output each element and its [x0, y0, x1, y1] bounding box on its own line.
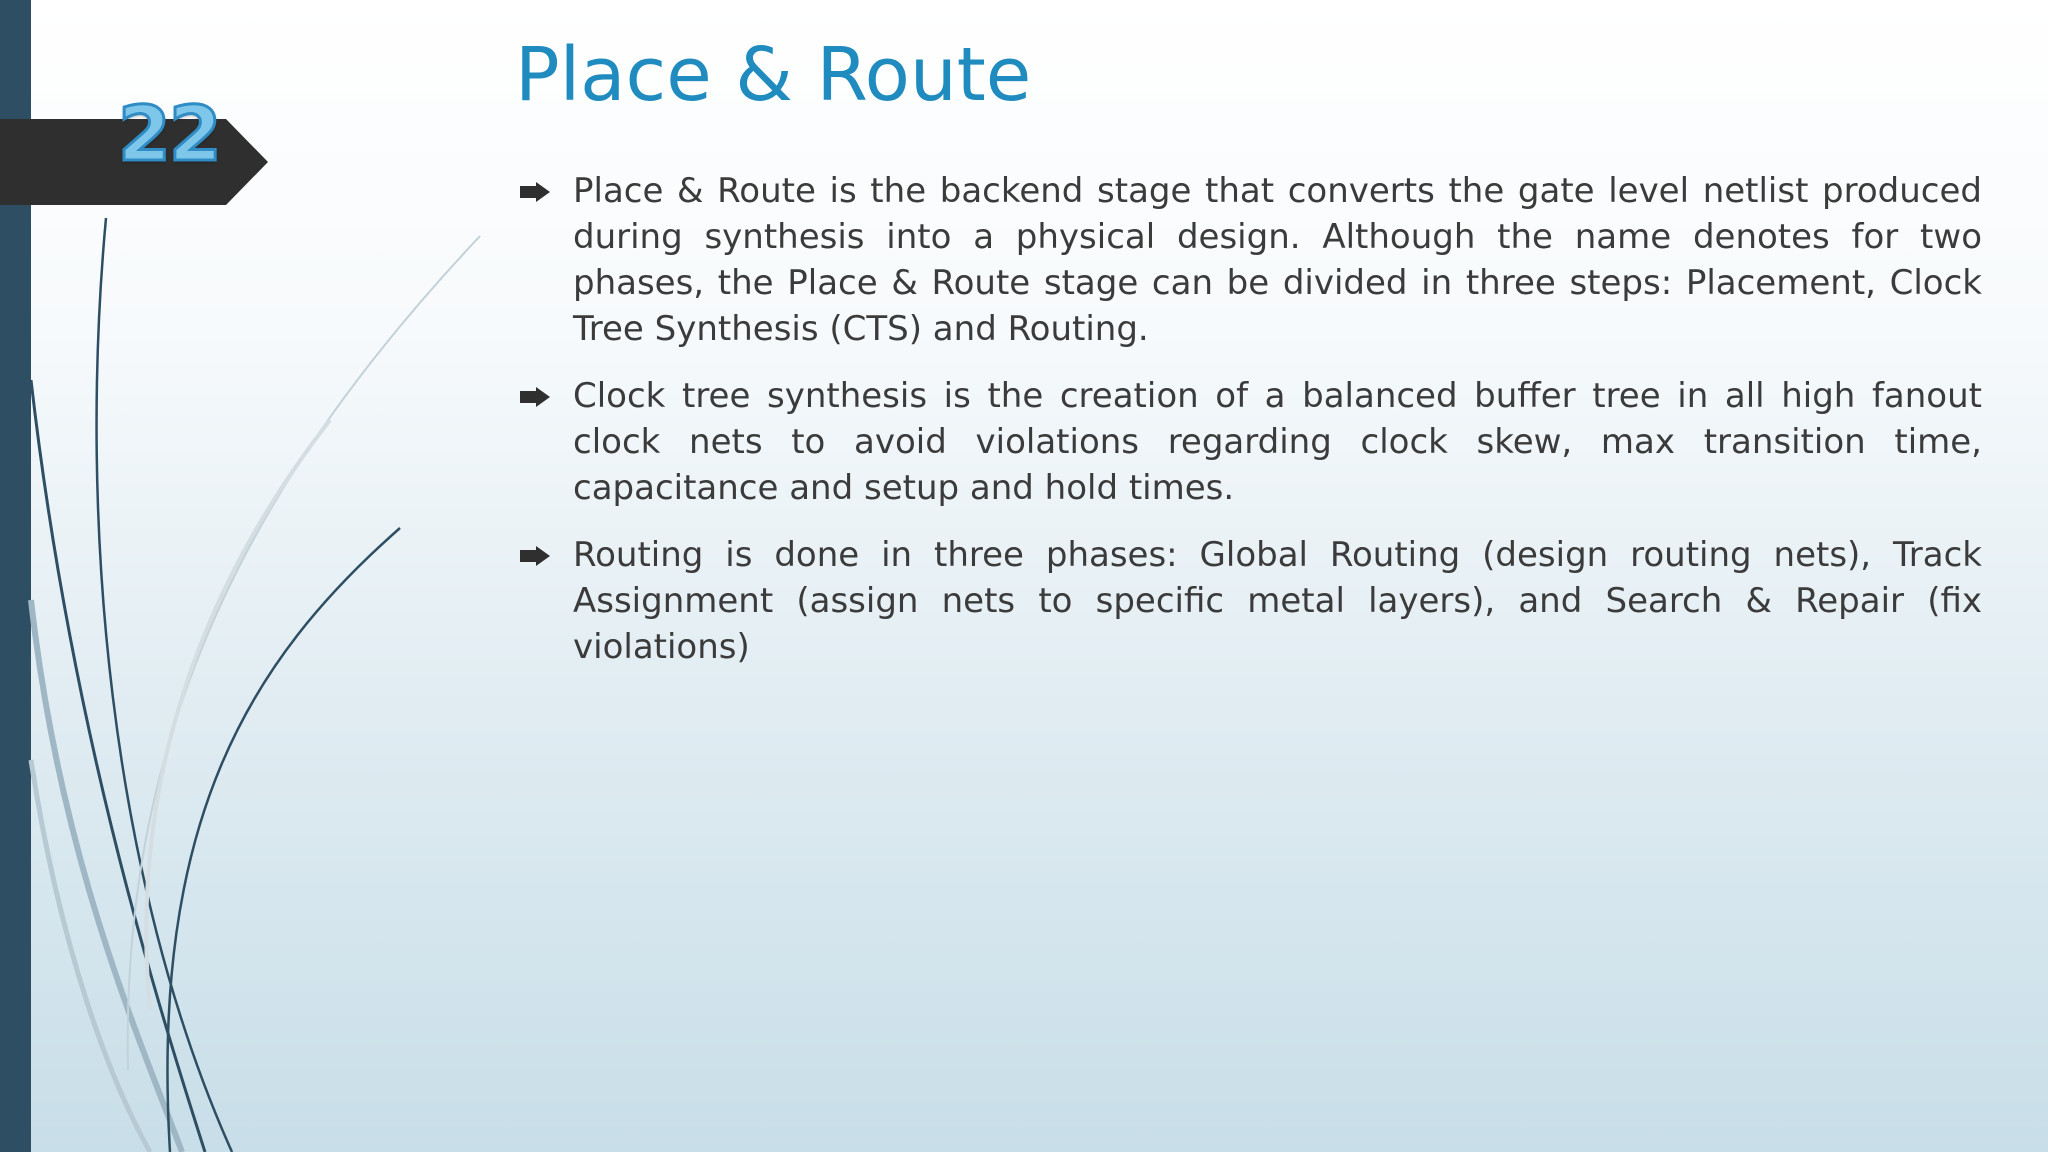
slide-title: Place & Route: [515, 32, 1032, 118]
bullet-text: Clock tree synthesis is the creation of a balanced buffer tree in all high fanout clock nets to avoid violations regarding clock skew, max transition time, capacitance and setup and hold times.: [573, 376, 1982, 508]
bullet-text: Routing is done in three phases: Global Routing (design routing nets), Track Assignment (assign nets to specific metal layers), and Search & Repair (fix violations): [573, 535, 1982, 667]
bullet-item: [515, 373, 1982, 511]
slide-number: 22: [118, 89, 220, 178]
bullet-list: [515, 168, 1982, 691]
bullet-text: Place & Route is the backend stage that converts the gate level netlist produced during synthesis into a physical design. Although the name denotes for two phases, the Place & Route stage can be divided in three steps: Placement, Clock Tree Synthesis (CTS) and Routing.: [573, 171, 1982, 349]
arrow-bullet-icon: [520, 182, 550, 202]
arrow-bullet-icon: [520, 546, 550, 566]
bullet-item: [515, 532, 1982, 670]
bullet-item: [515, 168, 1982, 352]
arrow-bullet-icon: [520, 387, 550, 407]
